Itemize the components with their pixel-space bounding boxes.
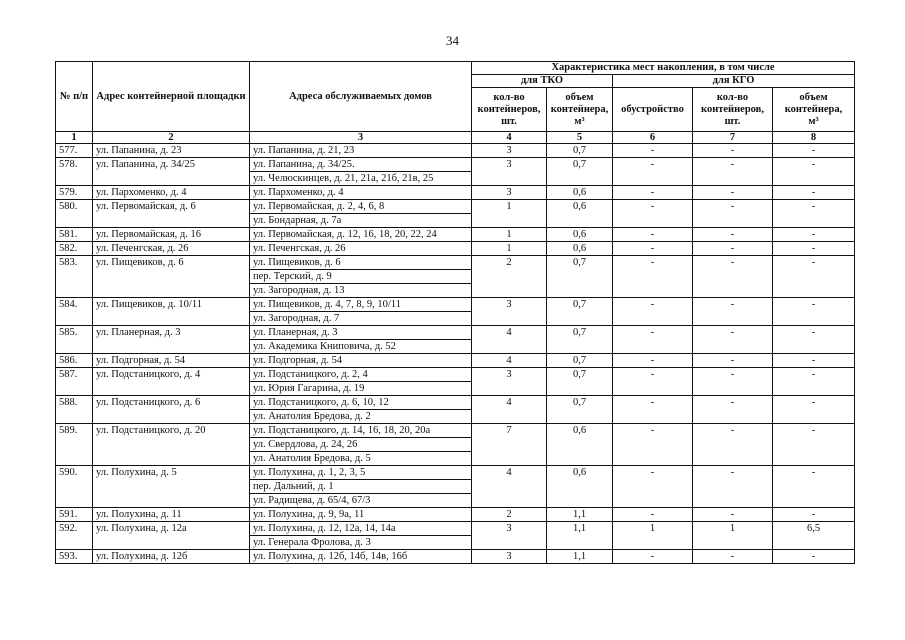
table-row <box>56 158 855 172</box>
kgo-container-volume: - <box>773 326 855 354</box>
kgo-container-count: - <box>693 200 773 228</box>
table-row <box>56 326 855 340</box>
header-kgo: для КГО <box>613 75 855 88</box>
arrangement-value: - <box>613 396 693 424</box>
table-row <box>56 298 855 312</box>
row-number: 581. <box>56 228 93 242</box>
tko-container-count: 3 <box>472 368 547 396</box>
served-house-address: ул. Радищева, д. 65/4, 67/3 <box>250 494 472 508</box>
site-address: ул. Полухина, д. 12б <box>93 550 250 564</box>
column-index: 7 <box>693 132 773 144</box>
tko-container-volume: 0,7 <box>547 326 613 354</box>
kgo-container-volume: - <box>773 396 855 424</box>
kgo-container-count: - <box>693 326 773 354</box>
site-address: ул. Подстаницкого, д. 6 <box>93 396 250 424</box>
kgo-container-volume: - <box>773 550 855 564</box>
site-address: ул. Печенгская, д. 26 <box>93 242 250 256</box>
tko-container-count: 4 <box>472 354 547 368</box>
table-row <box>56 508 855 522</box>
tko-container-volume: 0,7 <box>547 144 613 158</box>
header-arrangement: обустройство <box>613 88 693 132</box>
served-house-address: ул. Первомайская, д. 12, 16, 18, 20, 22, 24 <box>250 228 472 242</box>
served-house-address: ул. Первомайская, д. 2, 4, 6, 8 <box>250 200 472 214</box>
tko-container-volume: 0,6 <box>547 200 613 228</box>
kgo-container-count: - <box>693 256 773 298</box>
kgo-container-count: - <box>693 158 773 186</box>
kgo-container-count: - <box>693 508 773 522</box>
table-row <box>56 354 855 368</box>
header-site-address: Адрес контейнерной площадки <box>93 62 250 132</box>
tko-container-count: 3 <box>472 186 547 200</box>
served-house-address: ул. Челюскинцев, д. 21, 21а, 21б, 21в, 25 <box>250 172 472 186</box>
served-house-address: ул. Академика Книповича, д. 52 <box>250 340 472 354</box>
table-row <box>56 186 855 200</box>
header-tko-count: кол-во контейнеров, шт. <box>472 88 547 132</box>
arrangement-value: 1 <box>613 522 693 550</box>
tko-container-count: 1 <box>472 228 547 242</box>
column-index: 3 <box>250 132 472 144</box>
tko-container-volume: 1,1 <box>547 550 613 564</box>
tko-container-volume: 0,6 <box>547 424 613 466</box>
site-address: ул. Подстаницкого, д. 4 <box>93 368 250 396</box>
served-house-address: ул. Подстаницкого, д. 6, 10, 12 <box>250 396 472 410</box>
row-number: 587. <box>56 368 93 396</box>
served-house-address: ул. Печенгская, д. 26 <box>250 242 472 256</box>
kgo-container-count: - <box>693 424 773 466</box>
served-house-address: ул. Подгорная, д. 54 <box>250 354 472 368</box>
site-address: ул. Полухина, д. 12а <box>93 522 250 550</box>
tko-container-volume: 0,7 <box>547 256 613 298</box>
tko-container-volume: 0,7 <box>547 368 613 396</box>
arrangement-value: - <box>613 326 693 354</box>
served-house-address: ул. Бондарная, д. 7а <box>250 214 472 228</box>
header-tko-volume: объем контейнера, м³ <box>547 88 613 132</box>
site-address: ул. Планерная, д. 3 <box>93 326 250 354</box>
row-number: 577. <box>56 144 93 158</box>
kgo-container-volume: - <box>773 424 855 466</box>
kgo-container-count: - <box>693 354 773 368</box>
served-house-address: ул. Юрия Гагарина, д. 19 <box>250 382 472 396</box>
served-house-address: ул. Анатолия Бредова, д. 2 <box>250 410 472 424</box>
served-house-address: ул. Подстаницкого, д. 14, 16, 18, 20, 20а <box>250 424 472 438</box>
tko-container-count: 3 <box>472 550 547 564</box>
site-address: ул. Подстаницкого, д. 20 <box>93 424 250 466</box>
column-index: 6 <box>613 132 693 144</box>
table-header <box>56 62 855 144</box>
served-house-address: ул. Полухина, д. 1, 2, 3, 5 <box>250 466 472 480</box>
arrangement-value: - <box>613 508 693 522</box>
arrangement-value: - <box>613 186 693 200</box>
tko-container-count: 2 <box>472 508 547 522</box>
served-house-address: ул. Загородная, д. 7 <box>250 312 472 326</box>
kgo-container-count: - <box>693 242 773 256</box>
row-number: 578. <box>56 158 93 186</box>
kgo-container-volume: - <box>773 354 855 368</box>
arrangement-value: - <box>613 298 693 326</box>
tko-container-volume: 1,1 <box>547 522 613 550</box>
column-index: 1 <box>56 132 93 144</box>
table-row <box>56 550 855 564</box>
tko-container-volume: 0,6 <box>547 466 613 508</box>
kgo-container-volume: - <box>773 256 855 298</box>
row-number: 582. <box>56 242 93 256</box>
served-house-address: ул. Генерала Фролова, д. 3 <box>250 536 472 550</box>
arrangement-value: - <box>613 354 693 368</box>
row-number: 591. <box>56 508 93 522</box>
kgo-container-volume: - <box>773 158 855 186</box>
kgo-container-volume: - <box>773 144 855 158</box>
header-num: № п/п <box>56 62 93 132</box>
served-house-address: ул. Полухина, д. 12б, 14б, 14в, 16б <box>250 550 472 564</box>
arrangement-value: - <box>613 424 693 466</box>
arrangement-value: - <box>613 200 693 228</box>
served-house-address: ул. Пархоменко, д. 4 <box>250 186 472 200</box>
row-number: 580. <box>56 200 93 228</box>
site-address: ул. Папанина, д. 23 <box>93 144 250 158</box>
site-address: ул. Пищевиков, д. 6 <box>93 256 250 298</box>
kgo-container-count: - <box>693 466 773 508</box>
tko-container-count: 7 <box>472 424 547 466</box>
served-house-address: ул. Свердлова, д. 24, 26 <box>250 438 472 452</box>
site-address: ул. Папанина, д. 34/25 <box>93 158 250 186</box>
row-number: 583. <box>56 256 93 298</box>
arrangement-value: - <box>613 158 693 186</box>
kgo-container-volume: - <box>773 186 855 200</box>
row-number: 579. <box>56 186 93 200</box>
arrangement-value: - <box>613 550 693 564</box>
table-row <box>56 242 855 256</box>
served-house-address: ул. Пищевиков, д. 4, 7, 8, 9, 10/11 <box>250 298 472 312</box>
site-address: ул. Первомайская, д. 16 <box>93 228 250 242</box>
column-index: 4 <box>472 132 547 144</box>
page-number: 34 <box>446 33 459 48</box>
tko-container-volume: 0,7 <box>547 396 613 424</box>
kgo-container-volume: - <box>773 242 855 256</box>
kgo-container-count: - <box>693 368 773 396</box>
served-house-address: ул. Папанина, д. 21, 23 <box>250 144 472 158</box>
tko-container-count: 2 <box>472 256 547 298</box>
header-kgo-count: кол-во контейнеров, шт. <box>693 88 773 132</box>
row-number: 593. <box>56 550 93 564</box>
served-house-address: ул. Пищевиков, д. 6 <box>250 256 472 270</box>
arrangement-value: - <box>613 144 693 158</box>
table-row <box>56 144 855 158</box>
arrangement-value: - <box>613 242 693 256</box>
served-house-address: пер. Терский, д. 9 <box>250 270 472 284</box>
served-house-address: ул. Папанина, д. 34/25. <box>250 158 472 172</box>
tko-container-volume: 1,1 <box>547 508 613 522</box>
served-house-address: пер. Дальний, д. 1 <box>250 480 472 494</box>
table-row <box>56 424 855 438</box>
tko-container-count: 4 <box>472 326 547 354</box>
column-index: 2 <box>93 132 250 144</box>
kgo-container-count: - <box>693 298 773 326</box>
column-index: 8 <box>773 132 855 144</box>
arrangement-value: - <box>613 466 693 508</box>
table-row <box>56 396 855 410</box>
row-number: 584. <box>56 298 93 326</box>
arrangement-value: - <box>613 368 693 396</box>
kgo-container-count: - <box>693 550 773 564</box>
tko-container-count: 1 <box>472 242 547 256</box>
site-address: ул. Полухина, д. 5 <box>93 466 250 508</box>
served-house-address: ул. Полухина, д. 9, 9а, 11 <box>250 508 472 522</box>
row-number: 588. <box>56 396 93 424</box>
row-number: 585. <box>56 326 93 354</box>
tko-container-count: 3 <box>472 144 547 158</box>
served-house-address: ул. Анатолия Бредова, д. 5 <box>250 452 472 466</box>
served-house-address: ул. Подстаницкого, д. 2, 4 <box>250 368 472 382</box>
column-index: 5 <box>547 132 613 144</box>
arrangement-value: - <box>613 256 693 298</box>
kgo-container-volume: - <box>773 298 855 326</box>
kgo-container-count: 1 <box>693 522 773 550</box>
kgo-container-volume: - <box>773 368 855 396</box>
tko-container-count: 4 <box>472 396 547 424</box>
row-number: 590. <box>56 466 93 508</box>
arrangement-value: - <box>613 228 693 242</box>
tko-container-volume: 0,6 <box>547 242 613 256</box>
row-number: 589. <box>56 424 93 466</box>
tko-container-volume: 0,7 <box>547 158 613 186</box>
tko-container-count: 3 <box>472 522 547 550</box>
table-row <box>56 256 855 270</box>
tko-container-count: 4 <box>472 466 547 508</box>
table-row <box>56 522 855 536</box>
table-body <box>56 144 855 564</box>
column-index-row <box>56 132 855 144</box>
tko-container-volume: 0,6 <box>547 228 613 242</box>
tko-container-count: 3 <box>472 298 547 326</box>
kgo-container-volume: 6,5 <box>773 522 855 550</box>
site-address: ул. Пищевиков, д. 10/11 <box>93 298 250 326</box>
kgo-container-volume: - <box>773 466 855 508</box>
kgo-container-count: - <box>693 144 773 158</box>
served-house-address: ул. Планерная, д. 3 <box>250 326 472 340</box>
table-row <box>56 466 855 480</box>
kgo-container-count: - <box>693 396 773 424</box>
row-number: 592. <box>56 522 93 550</box>
kgo-container-volume: - <box>773 508 855 522</box>
site-address: ул. Полухина, д. 11 <box>93 508 250 522</box>
kgo-container-volume: - <box>773 200 855 228</box>
header-characteristics: Характеристика мест накопления, в том числе <box>472 62 855 75</box>
table-row <box>56 228 855 242</box>
served-house-address: ул. Загородная, д. 13 <box>250 284 472 298</box>
site-address: ул. Первомайская, д. 6 <box>93 200 250 228</box>
tko-container-count: 1 <box>472 200 547 228</box>
tko-container-volume: 0,7 <box>547 298 613 326</box>
served-house-address: ул. Полухина, д. 12, 12а, 14, 14а <box>250 522 472 536</box>
tko-container-volume: 0,6 <box>547 186 613 200</box>
tko-container-count: 3 <box>472 158 547 186</box>
table-row <box>56 200 855 214</box>
kgo-container-volume: - <box>773 228 855 242</box>
tko-container-volume: 0,7 <box>547 354 613 368</box>
header-tko: для ТКО <box>472 75 613 88</box>
header-served-houses: Адреса обслуживаемых домов <box>250 62 472 132</box>
header-kgo-volume: объем контейнера, м³ <box>773 88 855 132</box>
row-number: 586. <box>56 354 93 368</box>
site-address: ул. Пархоменко, д. 4 <box>93 186 250 200</box>
container-sites-table <box>55 61 855 564</box>
table-row <box>56 368 855 382</box>
site-address: ул. Подгорная, д. 54 <box>93 354 250 368</box>
kgo-container-count: - <box>693 228 773 242</box>
kgo-container-count: - <box>693 186 773 200</box>
